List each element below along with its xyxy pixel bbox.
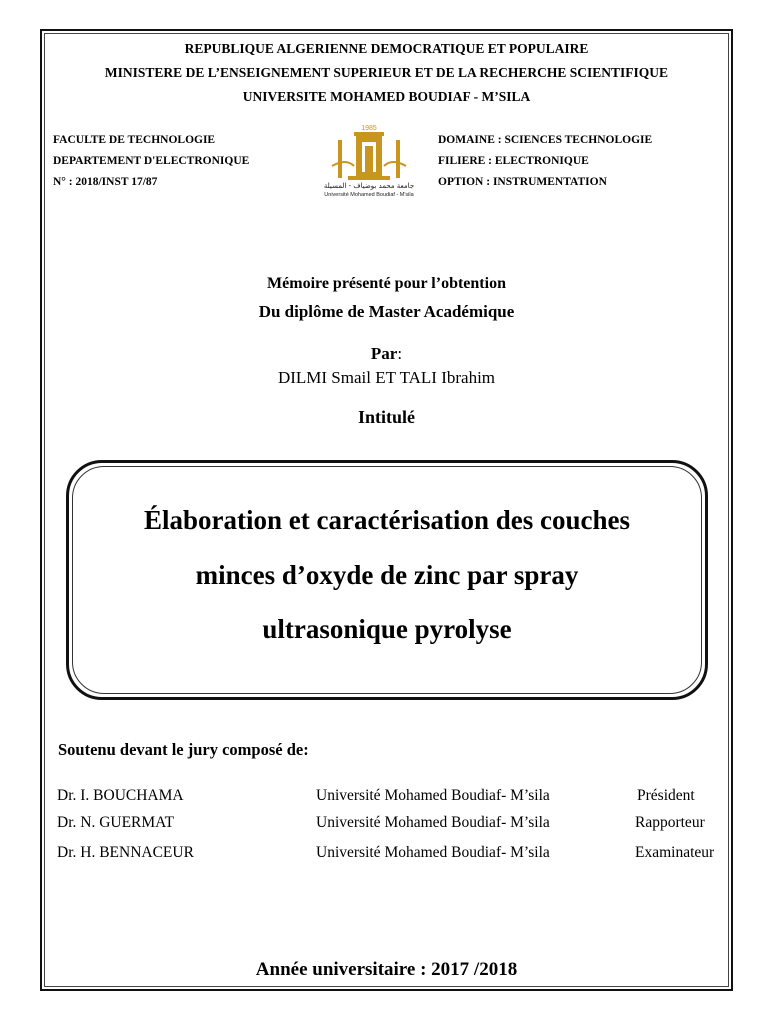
authors: DILMI Smail ET TALI Ibrahim [277, 368, 496, 387]
jury-role: Président [637, 787, 695, 804]
header-republic: REPUBLIQUE ALGERIENNE DEMOCRATIQUE ET POPULAIRE [184, 41, 589, 56]
faculty-label: FACULTE DE TECHNOLOGIE [53, 134, 216, 146]
par-colon: : [397, 344, 403, 363]
jury-name: Dr. N. GUERMAT [57, 814, 175, 831]
jury-role: Examinateur [635, 844, 715, 861]
number-label: N° : 2018/INST 17/87 [53, 176, 158, 188]
jury-heading: Soutenu devant le jury composé de: [58, 740, 309, 759]
intro-line1: Mémoire présenté pour l’obtention [267, 275, 506, 292]
jury-name: Dr. I. BOUCHAMA [57, 787, 184, 804]
department-label: DEPARTEMENT D'ELECTRONIQUE [53, 155, 250, 167]
thesis-title-line1: Élaboration et caractérisation des couches [144, 505, 630, 535]
logo-latin-text: Université Mohamed Boudiaf - M'sila [324, 192, 414, 198]
domain-label: DOMAINE : SCIENCES TECHNOLOGIE [438, 134, 653, 146]
university-logo-icon [310, 122, 428, 198]
jury-institution: Université Mohamed Boudiaf- M’sila [316, 844, 550, 861]
header-ministry: MINISTERE DE L’ENSEIGNEMENT SUPERIEUR ET DE LA RECHERCHE SCIENTIFIQUE [104, 65, 669, 80]
thesis-title-line2: minces d’oxyde de zinc par spray [195, 560, 579, 590]
par-label: Par [370, 344, 398, 363]
academic-year: Année universitaire : 2017 /2018 [255, 959, 518, 980]
jury-name: Dr. H. BENNACEUR [57, 844, 194, 861]
filiere-label: FILIERE : ELECTRONIQUE [438, 155, 589, 167]
par-label-row [44, 344, 729, 364]
intitule-label: Intitulé [357, 407, 415, 427]
jury-institution: Université Mohamed Boudiaf- M’sila [316, 787, 550, 804]
thesis-title-line3: ultrasonique pyrolyse [262, 614, 512, 644]
jury-role: Rapporteur [635, 814, 705, 831]
logo-year: 1985 [361, 125, 377, 132]
option-label: OPTION : INSTRUMENTATION [438, 176, 607, 188]
logo-arabic-text: جامعة محمد بوضياف - المسيلة [323, 182, 415, 190]
jury-institution: Université Mohamed Boudiaf- M’sila [316, 814, 550, 831]
header-university: UNIVERSITE MOHAMED BOUDIAF - M’SILA [242, 89, 531, 104]
intro-line2: Du diplôme de Master Académique [258, 302, 515, 321]
